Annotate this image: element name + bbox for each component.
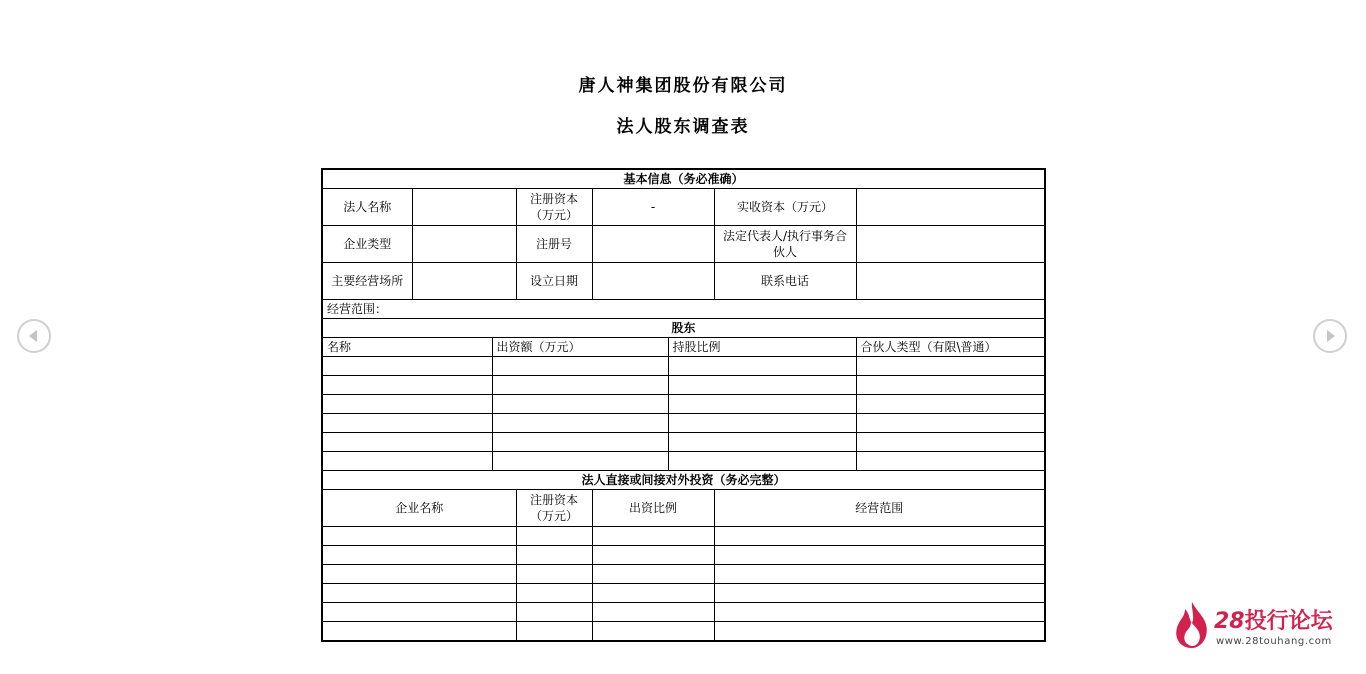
shareholder-row — [322, 395, 1045, 414]
partner-type-cell[interactable] — [856, 452, 1045, 471]
label-establishment-date: 设立日期 — [516, 263, 592, 300]
investee-capital-cell[interactable] — [516, 584, 592, 603]
investment-row — [322, 527, 1045, 546]
shareholder-row — [322, 433, 1045, 452]
investee-capital-cell[interactable] — [516, 603, 592, 622]
shareholder-name-cell[interactable] — [322, 376, 492, 395]
shareholder-name-cell[interactable] — [322, 452, 492, 471]
label-enterprise-type: 企业类型 — [322, 226, 412, 263]
business-scope-field[interactable]: 经营范围： — [322, 300, 1045, 319]
basic-info-header-row — [322, 169, 1045, 189]
share-ratio-cell[interactable] — [668, 414, 856, 433]
establishment-date-field[interactable] — [592, 263, 714, 300]
shareholder-name-cell[interactable] — [322, 395, 492, 414]
partner-type-cell[interactable] — [856, 376, 1045, 395]
investee-scope-cell[interactable] — [714, 527, 1045, 546]
col-contribution: 出资额（万元） — [492, 338, 668, 357]
partner-type-cell[interactable] — [856, 357, 1045, 376]
basic-row-2 — [322, 226, 1045, 263]
investment-ratio-cell[interactable] — [592, 584, 714, 603]
legal-representative-field[interactable] — [856, 226, 1045, 263]
contribution-cell[interactable] — [492, 376, 668, 395]
enterprise-name-cell[interactable] — [322, 603, 516, 622]
logo-url: www.28touhang.com — [1216, 636, 1332, 647]
investment-row — [322, 622, 1045, 642]
investee-scope-cell[interactable] — [714, 622, 1045, 642]
investment-row — [322, 584, 1045, 603]
form-title: 法人股东调查表 — [616, 117, 750, 137]
shareholder-row — [322, 357, 1045, 376]
investment-ratio-cell[interactable] — [592, 527, 714, 546]
investee-scope-cell[interactable] — [714, 565, 1045, 584]
registered-capital-field[interactable]: - — [592, 189, 714, 226]
investee-capital-cell[interactable] — [516, 527, 592, 546]
investee-scope-cell[interactable] — [714, 603, 1045, 622]
investment-ratio-cell[interactable] — [592, 546, 714, 565]
enterprise-name-cell[interactable] — [322, 527, 516, 546]
investment-ratio-cell[interactable] — [592, 565, 714, 584]
business-scope-row — [322, 300, 1045, 319]
shareholders-header-row — [322, 319, 1045, 338]
label-phone: 联系电话 — [714, 263, 856, 300]
contribution-cell[interactable] — [492, 433, 668, 452]
flame-icon — [1172, 600, 1212, 650]
label-registered-capital: 注册资本（万元） — [516, 189, 592, 226]
investee-scope-cell[interactable] — [714, 584, 1045, 603]
basic-info-header: 基本信息（务必准确） — [322, 169, 1045, 189]
col-investee-registered-capital: 注册资本（万元） — [516, 490, 592, 527]
logo-number: 28 — [1214, 609, 1245, 634]
share-ratio-cell[interactable] — [668, 395, 856, 414]
contribution-cell[interactable] — [492, 414, 668, 433]
shareholders-header: 股东 — [322, 319, 1045, 338]
main-address-field[interactable] — [412, 263, 516, 300]
contribution-cell[interactable] — [492, 452, 668, 471]
shareholder-name-cell[interactable] — [322, 414, 492, 433]
shareholder-row — [322, 414, 1045, 433]
registration-number-field[interactable] — [592, 226, 714, 263]
chevron-right-icon — [1315, 321, 1345, 351]
site-logo[interactable] — [1172, 600, 1352, 650]
enterprise-name-cell[interactable] — [322, 565, 516, 584]
col-shareholder-name: 名称 — [322, 338, 492, 357]
investments-header: 法人直接或间接对外投资（务必完整） — [322, 471, 1045, 490]
enterprise-type-field[interactable] — [412, 226, 516, 263]
label-paid-capital: 实收资本（万元） — [714, 189, 856, 226]
shareholder-row — [322, 376, 1045, 395]
company-title: 唐人神集团股份有限公司 — [578, 76, 788, 96]
investment-ratio-cell[interactable] — [592, 622, 714, 642]
investments-column-row — [322, 490, 1045, 527]
col-share-ratio: 持股比例 — [668, 338, 856, 357]
investment-ratio-cell[interactable] — [592, 603, 714, 622]
prev-page-button[interactable] — [17, 319, 51, 353]
enterprise-name-cell[interactable] — [322, 622, 516, 642]
investee-capital-cell[interactable] — [516, 622, 592, 642]
investments-header-row — [322, 471, 1045, 490]
enterprise-name-cell[interactable] — [322, 546, 516, 565]
contribution-cell[interactable] — [492, 395, 668, 414]
basic-row-3 — [322, 263, 1045, 300]
partner-type-cell[interactable] — [856, 433, 1045, 452]
share-ratio-cell[interactable] — [668, 452, 856, 471]
label-legal-representative: 法定代表人/执行事务合伙人 — [714, 226, 856, 263]
shareholder-name-cell[interactable] — [322, 357, 492, 376]
next-page-button[interactable] — [1313, 319, 1347, 353]
logo-name: 投行论坛 — [1244, 609, 1333, 634]
share-ratio-cell[interactable] — [668, 357, 856, 376]
phone-field[interactable] — [856, 263, 1045, 300]
shareholders-column-row — [322, 338, 1045, 357]
investment-row — [322, 546, 1045, 565]
label-main-address: 主要经营场所 — [322, 263, 412, 300]
basic-row-1 — [322, 189, 1045, 226]
col-enterprise-name: 企业名称 — [322, 490, 516, 527]
share-ratio-cell[interactable] — [668, 433, 856, 452]
investment-row — [322, 603, 1045, 622]
investee-capital-cell[interactable] — [516, 565, 592, 584]
investee-capital-cell[interactable] — [516, 546, 592, 565]
label-registration-number: 注册号 — [516, 226, 592, 263]
enterprise-name-cell[interactable] — [322, 584, 516, 603]
legal-name-field[interactable] — [412, 189, 516, 226]
contribution-cell[interactable] — [492, 357, 668, 376]
paid-capital-field[interactable] — [856, 189, 1045, 226]
shareholder-name-cell[interactable] — [322, 433, 492, 452]
col-partner-type: 合伙人类型（有限\普通） — [856, 338, 1045, 357]
col-investee-business-scope: 经营范围 — [714, 490, 1045, 527]
partner-type-cell[interactable] — [856, 414, 1045, 433]
investee-scope-cell[interactable] — [714, 546, 1045, 565]
shareholder-row — [322, 452, 1045, 471]
partner-type-cell[interactable] — [856, 395, 1045, 414]
logo-text — [1214, 604, 1333, 635]
label-legal-name: 法人名称 — [322, 189, 412, 226]
investment-row — [322, 565, 1045, 584]
share-ratio-cell[interactable] — [668, 376, 856, 395]
col-investment-ratio: 出资比例 — [592, 490, 714, 527]
shareholder-survey-table — [321, 168, 1046, 642]
chevron-left-icon — [19, 321, 49, 351]
